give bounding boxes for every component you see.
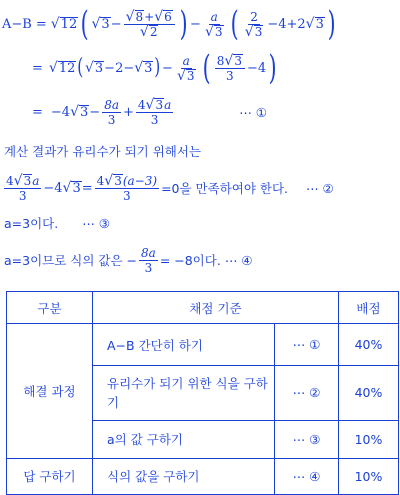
marker-4: ⋯ ④	[224, 252, 253, 268]
criterion-3-marker: ⋯ ③	[275, 420, 339, 458]
header-criteria: 채점 기준	[93, 292, 339, 324]
criterion-2: 유리수가 되기 위한 식을 구하기	[93, 366, 275, 420]
fraction-8a-over-3-b: $\frac{8a}{3}$	[141, 245, 156, 275]
explanation-text: 계산 결과가 유리수가 되기 위해서는	[4, 144, 202, 159]
category-find-answer: 답 구하기	[7, 458, 93, 494]
marker-3: ⋯ ③	[82, 215, 110, 231]
equation-line-2: = √ 12 ( √ 3 −2− √ 3 ) − a √ 3 ( 8 √ 3 3 −4 )	[32, 48, 277, 88]
fraction-4sqrt3a-over-3: 4 √ 3 a 3	[137, 96, 172, 127]
fraction-4sqrt3-a-minus-3-over-3: 4 √ 3 (a−3) 3	[96, 172, 158, 203]
equation-line-4: 4 √ 3 a 3 −4 √ 3 = 4 √ 3 (a−3) 3 =0을 만족하여야 한다. ⋯ ②	[6, 172, 334, 203]
fraction-2-over-sqrt3: 2 √ 3	[244, 9, 263, 40]
fraction-8sqrt3-over-3: 8 √ 3 3	[215, 54, 245, 83]
fraction-a-over-sqrt3: a √ 3	[204, 9, 223, 40]
equation-line-1: A−B = √ 12 ( √ 3 − √ 8 + √ 6 √ 2 ) − a √ 3 ( 2 √ 3 −4+2 √ 3 )	[2, 4, 336, 44]
fraction-sqrt8-sqrt6-over-sqrt2: √ 8 + √ 6 √ 2	[124, 10, 175, 39]
fraction-a-over-sqrt3-2: a √ 3	[176, 53, 195, 84]
criterion-2-score: 40%	[339, 366, 399, 420]
equation-line-5: a=3이다. ⋯ ③	[4, 215, 110, 231]
fraction-4sqrt3a-over-3-b: 4 √ 3 a 3	[6, 172, 40, 203]
criterion-4: 식의 값을 구하기	[93, 458, 275, 494]
marker-2: ⋯ ②	[306, 180, 334, 196]
criterion-1: A−B 간단히 하기	[93, 324, 275, 366]
sqrt-3: √ 3	[91, 16, 110, 32]
header-score: 배점	[339, 292, 399, 324]
criterion-4-score: 10%	[339, 458, 399, 494]
criterion-3-score: 10%	[339, 420, 399, 458]
criterion-3: a의 값 구하기	[93, 420, 275, 458]
category-solving-process: 해결 과정	[7, 324, 93, 459]
marker-1: ⋯ ①	[239, 104, 267, 120]
criterion-1-score: 40%	[339, 324, 399, 366]
criterion-1-marker: ⋯ ①	[275, 324, 339, 366]
header-category: 구분	[7, 292, 93, 324]
equation-line-6: a=3이므로 식의 값은 − $\frac{8a}{3}$ = −8이다. ⋯ ④	[4, 245, 253, 275]
fraction-8a-over-3: $\frac{8a}{3}$	[104, 97, 119, 127]
scoring-rubric-table	[6, 291, 399, 495]
criterion-4-marker: ⋯ ④	[275, 458, 339, 494]
criterion-2-marker: ⋯ ②	[275, 366, 339, 420]
sqrt-12: √ 12	[50, 16, 78, 32]
equation-line-3: = −4 √ 3 − $\frac{8a}{3}$ + 4 √ 3 a 3 ⋯ ①	[32, 96, 267, 127]
lhs: A−B	[2, 16, 32, 32]
